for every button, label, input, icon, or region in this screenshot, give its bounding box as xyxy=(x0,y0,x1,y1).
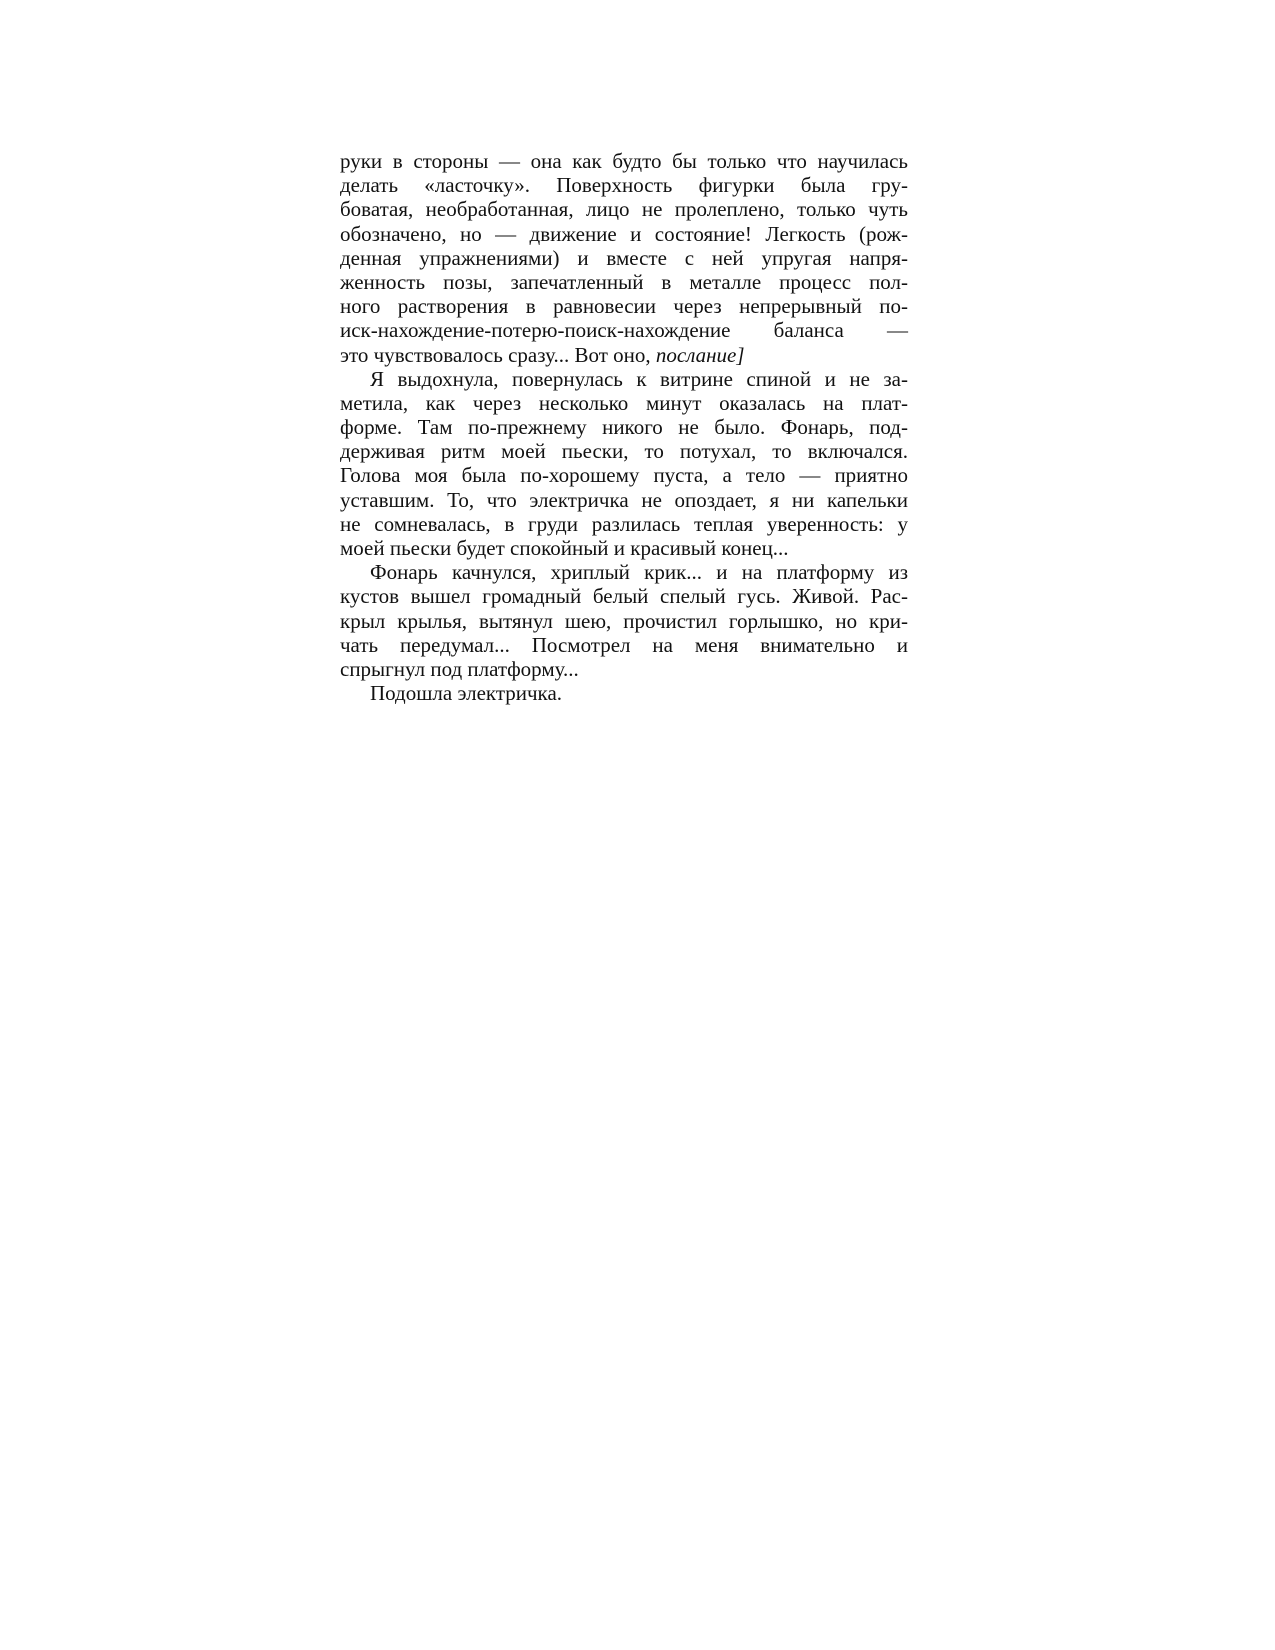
text-line: чать передумал... Посмотрел на меня внимательно и xyxy=(340,632,908,657)
text-line: спрыгнул под платформу... xyxy=(340,656,579,681)
text-line: не сомневалась, в груди разлилась теплая уверенность: у xyxy=(340,511,908,536)
text-line: женность позы, запечатленный в металле процесс пол- xyxy=(340,269,908,294)
text-line: форме. Там по-прежнему никого не было. Фонарь, под- xyxy=(340,415,908,440)
text-line: обозначено, но — движение и состояние! Легкость (рож- xyxy=(340,221,908,246)
text-line: Я выдохнула, повернулась к витрине спиной и не за- xyxy=(370,366,908,391)
text-line xyxy=(340,343,908,367)
text-line: денная упражнениями) и вместе с ней упругая напря- xyxy=(340,245,908,270)
text-line: Подошла электричка. xyxy=(370,681,563,706)
text-line: держивая ритм моей пьески, то потухал, то включался. xyxy=(340,439,908,464)
text-line: Голова моя была по-хорошему пуста, а тело — приятно xyxy=(340,463,908,488)
text-line: делать «ласточку». Поверхность фигурки была гру- xyxy=(340,173,908,198)
text-line: иск-нахождение-потерю-поиск-нахождение баланса — xyxy=(340,318,908,343)
text-line: моей пьески будет спокойный и красивый конец... xyxy=(340,536,789,560)
text-line: уставшим. То, что электричка не опоздает, я ни капельки xyxy=(340,487,908,512)
body-text xyxy=(340,149,908,705)
text-line: ного растворения в равновесии через непрерывный по- xyxy=(340,294,908,319)
text-line: кустов вышел громадный белый спелый гусь. Живой. Рас- xyxy=(340,584,908,609)
text-line: руки в стороны — она как будто бы только что научилась xyxy=(340,149,908,173)
text-line: метила, как через несколько минут оказалась на плат- xyxy=(340,390,908,415)
text-line: крыл крылья, вытянул шею, прочистил горлышко, но кри- xyxy=(340,608,908,633)
text-line: боватая, необработанная, лицо не пролеплено, только чуть xyxy=(340,197,908,222)
italic-fragment: послание] xyxy=(655,342,745,367)
text-fragment: это чувствовалось сразу... Вот оно, xyxy=(340,342,656,367)
text-line: Фонарь качнулся, хриплый крик... и на платформу из xyxy=(370,560,908,585)
